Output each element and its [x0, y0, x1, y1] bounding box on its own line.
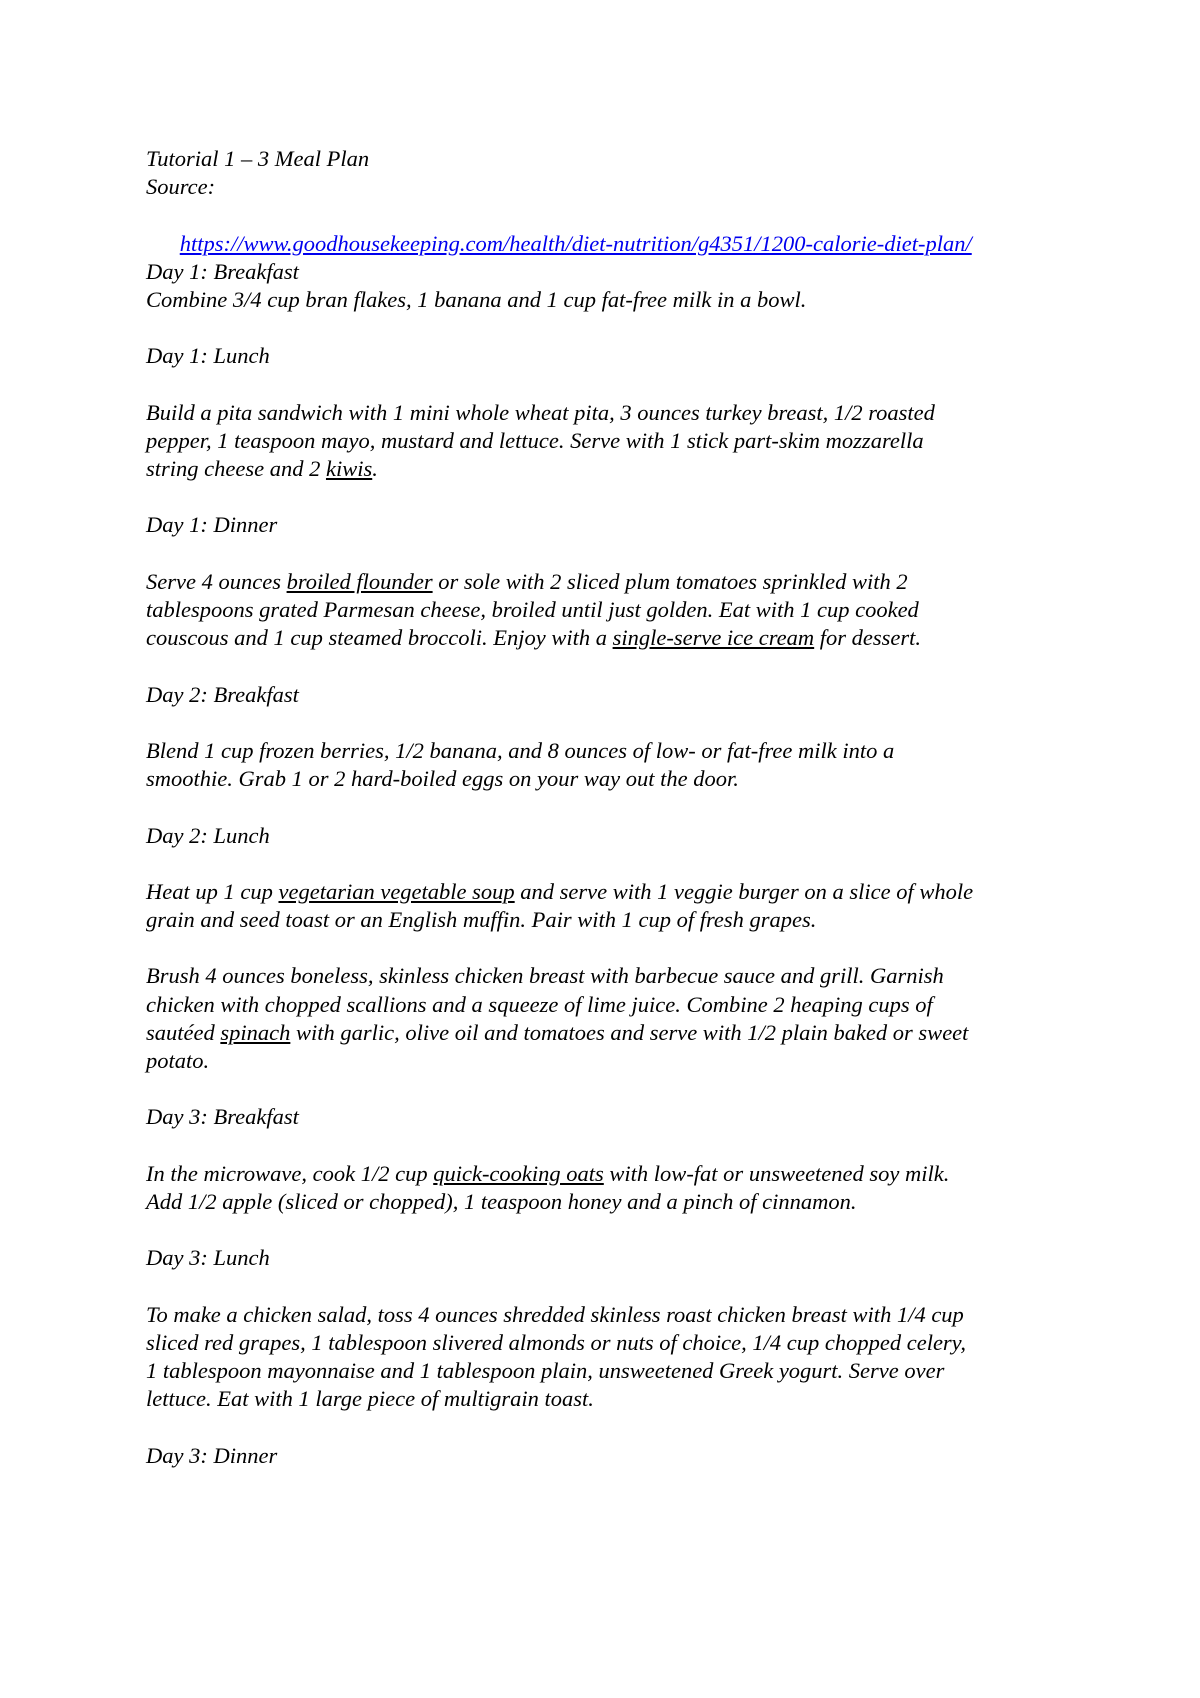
- body-line: [146, 1160, 1076, 1188]
- text-segment: string cheese and 2: [146, 456, 326, 482]
- blank-line: [146, 793, 1076, 821]
- blank-line: [146, 314, 1076, 342]
- body-line: chicken with chopped scallions and a squeeze of lime juice. Combine 2 heaping cups of: [146, 991, 933, 1017]
- inline-link[interactable]: single-serve ice cream: [612, 625, 815, 651]
- text-segment: In the microwave, cook 1/2 cup: [146, 1160, 434, 1186]
- body-line: [146, 455, 1076, 483]
- blank-line: [146, 934, 1076, 962]
- meal-heading: Day 2: Breakfast: [146, 681, 299, 707]
- body-line: [146, 1019, 1076, 1047]
- blank-line: [146, 1413, 1076, 1441]
- body-line: Combine 3/4 cup bran flakes, 1 banana and 1 cup fat-free milk in a bowl.: [146, 286, 807, 312]
- text-segment: .: [372, 456, 378, 482]
- inline-link[interactable]: spinach: [220, 1019, 291, 1045]
- source-link-line: [146, 201, 1076, 256]
- inline-link[interactable]: quick-cooking oats: [433, 1160, 604, 1186]
- document-body: [146, 145, 1076, 1470]
- blank-line: [146, 652, 1076, 680]
- text-segment: with low-fat or unsweetened soy milk.: [603, 1160, 950, 1186]
- text-segment: for dessert.: [814, 625, 922, 651]
- blank-line: [146, 371, 1076, 399]
- blank-line: [146, 1132, 1076, 1160]
- inline-link[interactable]: kiwis: [325, 456, 373, 482]
- body-line: [146, 624, 1076, 652]
- text-segment: with garlic, olive oil and tomatoes and serve with 1/2 plain baked or sweet: [290, 1019, 969, 1045]
- blank-line: [146, 850, 1076, 878]
- body-line: Add 1/2 apple (sliced or chopped), 1 teaspoon honey and a pinch of cinnamon.: [146, 1188, 857, 1214]
- body-line: pepper, 1 teaspoon mayo, mustard and lettuce. Serve with 1 stick part-skim mozzarella: [146, 427, 924, 453]
- body-line: grain and seed toast or an English muffin. Pair with 1 cup of fresh grapes.: [146, 907, 817, 933]
- body-line: smoothie. Grab 1 or 2 hard-boiled eggs on your way out the door.: [146, 766, 739, 792]
- meal-heading: Day 3: Dinner: [146, 1442, 278, 1468]
- meal-heading: Day 3: Lunch: [146, 1245, 270, 1271]
- text-segment: Heat up 1 cup: [146, 878, 279, 904]
- body-line: [146, 568, 1076, 596]
- meal-heading: Day 1: Dinner: [146, 512, 278, 538]
- document-title: Tutorial 1 – 3 Meal Plan: [146, 146, 370, 171]
- text-segment: couscous and 1 cup steamed broccoli. Enjoy with a: [146, 625, 613, 651]
- body-line: Build a pita sandwich with 1 mini whole wheat pita, 3 ounces turkey breast, 1/2 roasted: [146, 399, 935, 425]
- inline-link[interactable]: vegetarian vegetable soup: [278, 878, 515, 904]
- blank-line: [146, 1075, 1076, 1103]
- body-line: Blend 1 cup frozen berries, 1/2 banana, and 8 ounces of low- or fat-free milk into a: [146, 737, 895, 763]
- body-line: potato.: [146, 1048, 210, 1073]
- blank-line: [146, 709, 1076, 737]
- meal-sections: [146, 230, 1076, 1470]
- text-segment: sautéed: [146, 1019, 221, 1045]
- text-segment: and serve with 1 veggie burger on a slice of whole: [514, 878, 974, 904]
- blank-line: [146, 540, 1076, 568]
- meal-heading: Day 3: Breakfast: [146, 1104, 299, 1130]
- body-line: 1 tablespoon mayonnaise and 1 tablespoon plain, unsweetened Greek yogurt. Serve over: [146, 1358, 945, 1384]
- text-segment: Serve 4 ounces: [146, 568, 287, 594]
- inline-link[interactable]: broiled flounder: [286, 568, 433, 594]
- blank-line: [146, 483, 1076, 511]
- text-segment: or sole with 2 sliced plum tomatoes sprinkled with 2: [432, 568, 908, 594]
- blank-line: [146, 1273, 1076, 1301]
- body-line: lettuce. Eat with 1 large piece of multigrain toast.: [146, 1386, 594, 1412]
- body-line: sliced red grapes, 1 tablespoon slivered almonds or nuts of choice, 1/4 cup chopped celery,: [146, 1329, 967, 1355]
- meal-heading: Day 1: Breakfast: [146, 258, 299, 284]
- body-line: [146, 878, 1076, 906]
- source-link[interactable]: https://www.goodhousekeeping.com/health/diet-nutrition/g4351/1200-calorie-diet-plan/: [179, 230, 972, 256]
- source-label: Source:: [146, 174, 216, 200]
- meal-heading: Day 2: Lunch: [146, 822, 270, 848]
- body-line: tablespoons grated Parmesan cheese, broiled until just golden. Eat with 1 cup cooked: [146, 597, 919, 622]
- meal-heading: Day 1: Lunch: [146, 343, 270, 369]
- body-line: Brush 4 ounces boneless, skinless chicken breast with barbecue sauce and grill. Garnish: [146, 963, 944, 989]
- blank-line: [146, 1216, 1076, 1244]
- body-line: To make a chicken salad, toss 4 ounces shredded skinless roast chicken breast with 1/4 cup: [146, 1301, 964, 1327]
